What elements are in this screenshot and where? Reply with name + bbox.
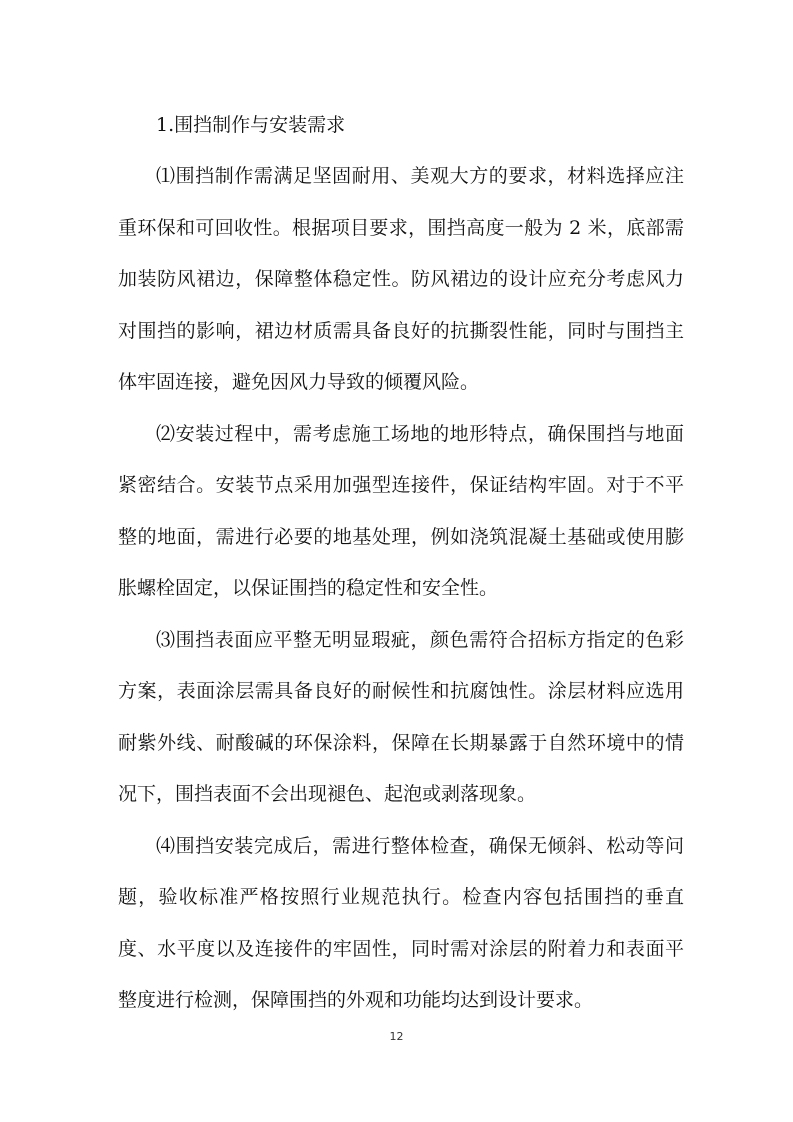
paragraph-1: ⑴围挡制作需满足坚固耐用、美观大方的要求，材料选择应注重环保和可回收性。根据项目要求，围挡高度一般为 2 米，底部需加装防风裙边，保障整体稳定性。防风裙边的设计应充分考虑风力对围挡的影响，裙边材质需具备良好的抗撕裂性能，同时与围挡主体牢固连接，避免因风力导致的倾覆风险。 bbox=[118, 165, 684, 393]
paragraph-2: ⑵安装过程中，需考虑施工场地的地形特点，确保围挡与地面紧密结合。安装节点采用加强型连接件，保证结构牢固。对于不平整的地面，需进行必要的地基处理，例如浇筑混凝土基础或使用膨胀螺栓固定，以保证围挡的稳定性和安全性。 bbox=[118, 422, 684, 599]
paragraph-3: ⑶围挡表面应平整无明显瑕疵，颜色需符合招标方指定的色彩方案，表面涂层需具备良好的耐候性和抗腐蚀性。涂层材料应选用耐紫外线、耐酸碱的环保涂料，保障在长期暴露于自然环境中的情况下，围挡表面不会出现褪色、起泡或剥落现象。 bbox=[118, 628, 684, 805]
paragraph-4: ⑷围挡安装完成后，需进行整体检查，确保无倾斜、松动等问题，验收标准严格按照行业规范执行。检查内容包括围挡的垂直度、水平度以及连接件的牢固性，同时需对涂层的附着力和表面平整度进行检测，保障围挡的外观和功能均达到设计要求。 bbox=[118, 834, 684, 1011]
page-number: 12 bbox=[389, 1030, 404, 1043]
document-body bbox=[118, 100, 684, 1027]
section-heading: 1.围挡制作与安装需求 bbox=[156, 114, 346, 136]
